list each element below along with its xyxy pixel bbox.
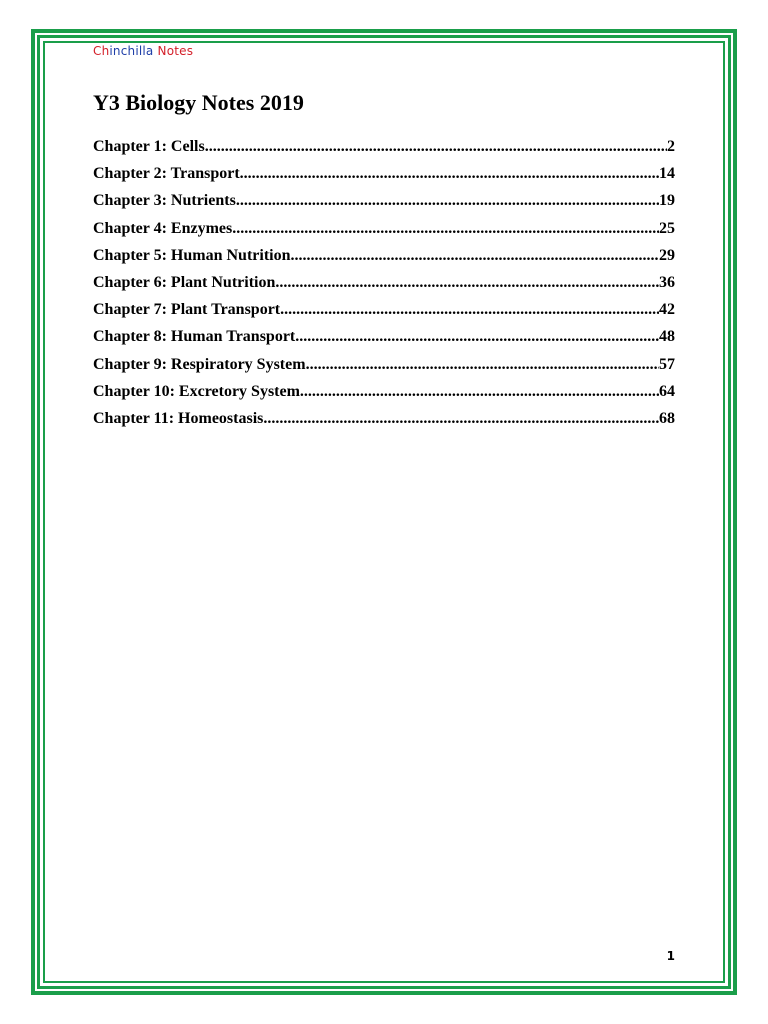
toc-entry-page: 64 xyxy=(659,382,675,400)
toc-entry-page: 19 xyxy=(659,192,675,210)
toc-entry-5[interactable] xyxy=(93,247,675,274)
toc-entry-7[interactable] xyxy=(93,301,675,328)
toc-leader-dots xyxy=(295,328,659,346)
header-brand xyxy=(93,44,193,58)
toc-entry-title: Chapter 4: Enzymes xyxy=(93,219,233,237)
toc-entry-10[interactable] xyxy=(93,383,675,410)
brand-part-3: Notes xyxy=(157,44,194,58)
toc-entry-page: 68 xyxy=(659,409,675,427)
toc-leader-dots xyxy=(232,220,659,238)
toc-entry-title: Chapter 1: Cells xyxy=(93,138,205,155)
toc-entry-page: 57 xyxy=(659,355,675,373)
toc-entry-title: Chapter 9: Respiratory System xyxy=(93,355,306,373)
toc-entry-title: Chapter 8: Human Transport xyxy=(93,328,296,346)
toc-leader-dots xyxy=(280,301,659,319)
toc-entry-6[interactable] xyxy=(93,274,675,301)
toc-entry-3[interactable] xyxy=(93,192,675,219)
toc-leader-dots xyxy=(275,274,659,292)
toc-entry-page: 36 xyxy=(659,273,675,291)
toc-entry-page: 2 xyxy=(667,138,675,155)
toc-entry-page: 48 xyxy=(659,328,675,346)
toc-entry-page: 29 xyxy=(659,246,675,264)
toc-entry-page: 25 xyxy=(659,219,675,237)
toc-entry-4[interactable] xyxy=(93,220,675,247)
toc-leader-dots xyxy=(291,247,660,265)
toc-entry-1[interactable] xyxy=(93,138,675,165)
page-number: 1 xyxy=(666,949,675,963)
toc-leader-dots xyxy=(205,138,667,156)
toc-entry-11[interactable] xyxy=(93,410,675,437)
toc-entry-title: Chapter 2: Transport xyxy=(93,165,240,183)
toc-leader-dots xyxy=(300,383,659,401)
toc-leader-dots xyxy=(263,410,659,428)
toc-entry-page: 14 xyxy=(659,165,675,183)
toc-entry-title: Chapter 7: Plant Transport xyxy=(93,301,281,319)
toc-entry-8[interactable] xyxy=(93,328,675,355)
document-title: Y3 Biology Notes 2019 xyxy=(93,90,304,115)
toc-entry-title: Chapter 6: Plant Nutrition xyxy=(93,273,276,291)
toc-leader-dots xyxy=(236,192,659,210)
table-of-contents xyxy=(93,138,675,437)
toc-entry-title: Chapter 11: Homeostasis xyxy=(93,409,264,427)
toc-leader-dots xyxy=(240,165,659,183)
toc-entry-title: Chapter 5: Human Nutrition xyxy=(93,246,291,264)
brand-part-2: inchilla xyxy=(109,44,158,58)
toc-leader-dots xyxy=(306,356,659,374)
toc-entry-title: Chapter 3: Nutrients xyxy=(93,192,236,210)
toc-entry-2[interactable] xyxy=(93,165,675,192)
toc-entry-page: 42 xyxy=(659,301,675,319)
toc-entry-title: Chapter 10: Excretory System xyxy=(93,382,300,400)
toc-entry-9[interactable] xyxy=(93,356,675,383)
brand-part-1: Ch xyxy=(93,44,110,58)
